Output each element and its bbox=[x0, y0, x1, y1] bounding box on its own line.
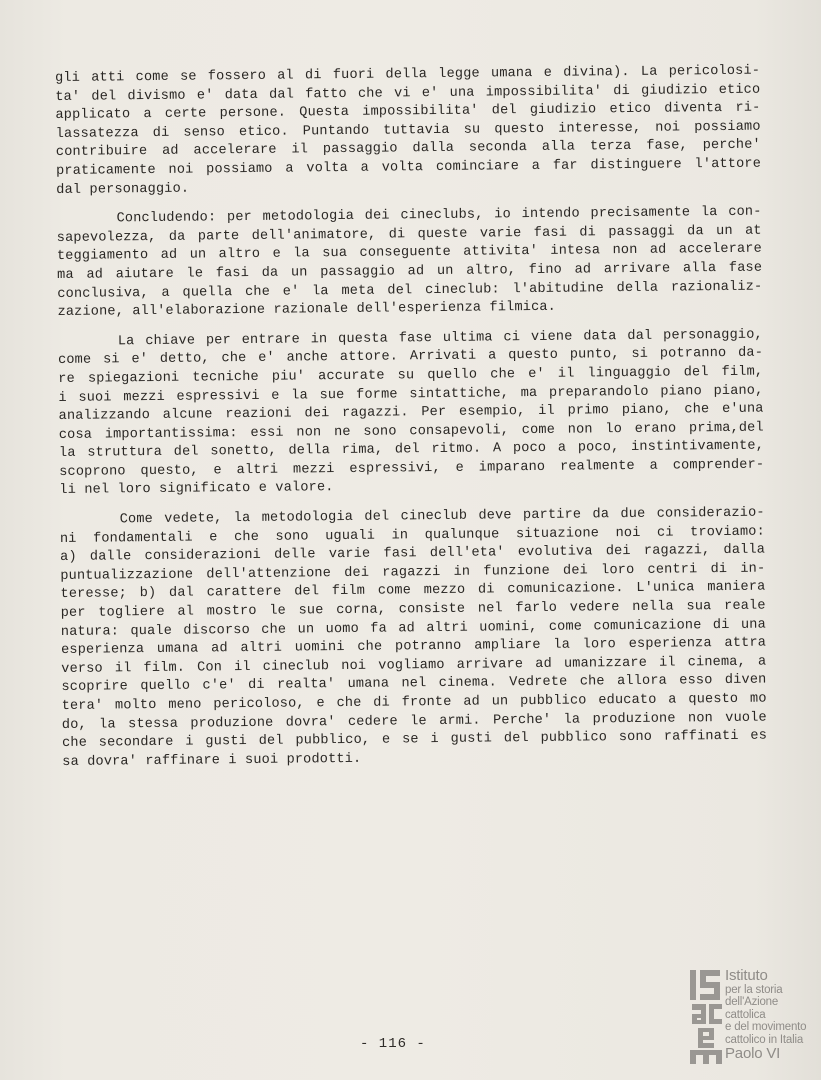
text-line: lassatezza di senso etico. Puntando tuttavia su questo interesse, noi possiamo bbox=[55, 119, 761, 142]
text-line: come si e' detto, che e' anche attore. Arrivati a questo punto, si potranno da- bbox=[57, 345, 764, 369]
text-line: a) dalle considerazioni delle varie fasi dell'eta' evolutiva dei ragazzi, dalla bbox=[60, 542, 766, 566]
text-line: Concludendo: per metodologia dei cineclubs, io intendo precisamente la con- bbox=[116, 204, 762, 227]
isacem-logo-icon bbox=[688, 968, 724, 1064]
body-text bbox=[55, 63, 767, 773]
text-line: ni fondamentali e che sono uguali in qualunque situazione noi ci troviamo: bbox=[59, 524, 765, 547]
logo-line: per la storia bbox=[725, 984, 783, 996]
text-line: Come vedete, la metodologia del cineclub deve partire da due considerazio- bbox=[119, 505, 765, 528]
text-line: gli atti come se fossero al di fuori della legge umana e divina). La pericolosi- bbox=[55, 63, 761, 86]
text-line: teggiamento ad un altro e la sua conseguente attivita' intesa non ad accelerare bbox=[56, 241, 762, 265]
text-line: ma ad aiutare le fasi da un passaggio ad un altro, fino ad arrivare alla fase bbox=[57, 260, 763, 283]
text-line: li nel loro significato e valore. bbox=[59, 480, 334, 499]
text-line: i suoi mezzi espressivi e la sue forme sintattiche, ma preparandolo piano piano, bbox=[58, 383, 764, 406]
text-line: puntualizzazione dell'attenzione dei ragazzi in funzione dei loro centri di in- bbox=[60, 561, 766, 584]
text-line: che secondare i gusti del pubblico, e se i gusti del pubblico sono raffinati es bbox=[61, 728, 768, 752]
text-line: esperienza umana ad altri uomini che potranno ampliare la loro esperienza attra bbox=[61, 635, 767, 659]
text-line: La chiave per entrare in questa fase ultima ci viene data dal personaggio, bbox=[117, 327, 763, 350]
paragraph-2 bbox=[56, 204, 762, 323]
text-line: scoprono questo, e altri mezzi espressivi, e imparano realmente a comprender- bbox=[59, 457, 765, 480]
text-line: analizzando alcune reazioni dei ragazzi. Per esempio, il primo piano, che e'una bbox=[58, 401, 764, 425]
text-line: tera' molto meno pericoloso, e che di fronte ad un pubblico educato a questo mo bbox=[61, 691, 767, 714]
text-line: verso il film. Con il cineclub noi vogliamo arrivare ad umanizzare il cinema, a bbox=[61, 654, 767, 677]
text-line: la struttura del sonetto, della rima, del ritmo. A poco a poco, instintivamente, bbox=[58, 438, 765, 462]
text-line: contribuire ad accelerare il passaggio dalla seconda alla terza fase, perche' bbox=[55, 137, 761, 161]
text-line: per togliere al mostro le sue corna, consiste nel farlo vedere nella sua reale bbox=[60, 598, 766, 622]
logo-line: Istituto bbox=[725, 967, 768, 984]
text-line: scoprire quello c'e' di realta' umana nel cinema. Vedrete che allora esso diven bbox=[61, 672, 767, 696]
text-line: ta' del divismo e' data dal fatto che vi e' una impossibilita' di giudizio etico bbox=[55, 82, 761, 105]
paragraph-3 bbox=[58, 326, 765, 501]
text-line: re spiegazioni tecniche piu' accurate su quello che e' il linguaggio del film, bbox=[58, 364, 764, 387]
logo-line: Paolo VI bbox=[725, 1045, 781, 1063]
paragraph-1 bbox=[55, 63, 761, 201]
logo-line: e del movimento bbox=[725, 1021, 807, 1034]
institute-name bbox=[725, 968, 818, 1062]
text-line: natura: quale discorso che un uomo fa ad altri uomini, come comunicazione di una bbox=[60, 617, 766, 640]
institute-watermark-logo bbox=[688, 968, 818, 1068]
text-line: praticamente noi possiamo a volta a volta cominciare a far distinguere l'attore bbox=[55, 156, 762, 179]
text-line: zazione, all'elaborazione razionale dell'esperienza filmica. bbox=[57, 299, 557, 321]
text-line: do, la stessa produzione dovra' cedere le armi. Perche' la produzione non vuole bbox=[61, 710, 767, 733]
paragraph-4 bbox=[60, 505, 768, 773]
text-line: conclusiva, a quella che e' la meta del cineclub: l'abitudine della razionaliz- bbox=[57, 279, 763, 302]
text-line: cosa importantissima: essi non ne sono consapevoli, come non lo erano prima,del bbox=[58, 420, 764, 443]
text-line: teresse; b) dal carattere del film come mezzo di comunicazione. L'unica maniera bbox=[60, 580, 766, 603]
text-line: sa dovra' raffinare i suoi prodotti. bbox=[62, 751, 362, 770]
text-line: applicato a certe persone. Questa impossibilita' del giudizio etico diventa ri- bbox=[55, 100, 761, 124]
text-line: dal personaggio. bbox=[56, 181, 190, 198]
logo-line: dell'Azione cattolica bbox=[725, 996, 779, 1021]
text-line: sapevolezza, da parte dell'animatore, di queste varie fasi di passaggi da un at bbox=[56, 223, 762, 246]
page-number: - 116 - bbox=[360, 1036, 426, 1052]
logo-line: cattolico in Italia bbox=[725, 1033, 804, 1046]
